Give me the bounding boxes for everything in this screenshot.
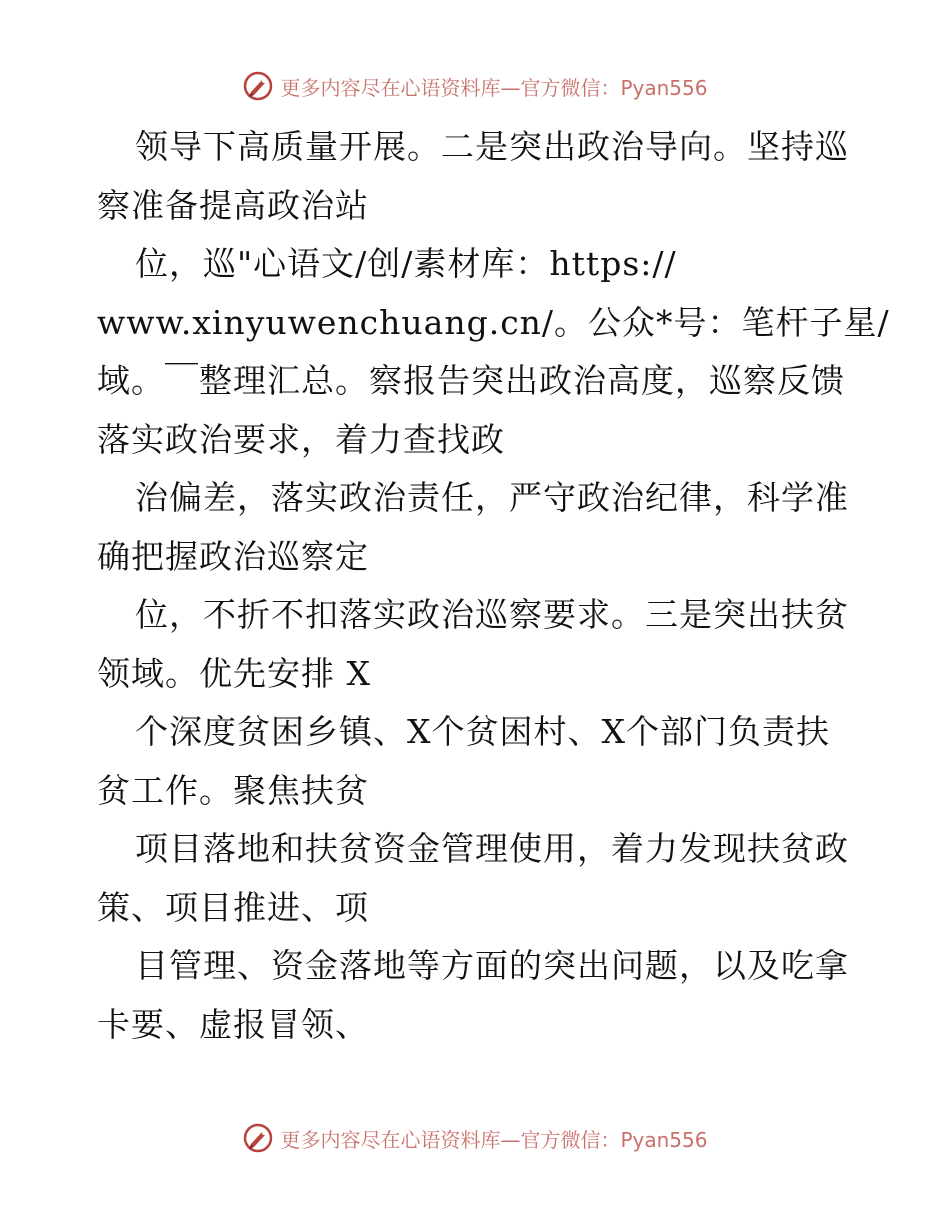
header-banner-inner <box>242 70 707 102</box>
footer-banner <box>0 1122 950 1154</box>
header-banner-text: 更多内容尽在心语资料库—官方微信：Pyan556 <box>280 75 708 100</box>
text-line: 治偏差，落实政治责任，严守政治纪律，科学准 <box>135 478 849 517</box>
document-body <box>97 118 890 1054</box>
footer-banner-inner <box>242 1122 707 1154</box>
text-line: 位，巡"心语文/创/素材库：https:// <box>135 244 677 283</box>
text-line: 卡要、虚报冒领、 <box>97 1004 369 1044</box>
text-line: 位，不折不扣落实政治巡察要求。三是突出扶贫 <box>135 595 849 634</box>
footer-banner-text: 更多内容尽在心语资料库—官方微信：Pyan556 <box>280 1127 708 1152</box>
text-line: 策、项目推进、项 <box>97 887 369 927</box>
text-line: www.xinyuwenchuang.cn/。公众*号：笔杆子星/ <box>97 302 890 342</box>
text-line: 贫工作。聚焦扶贫 <box>97 770 369 810</box>
text-line: 确把握政治巡察定 <box>97 536 369 576</box>
text-line: 领导下高质量开展。二是突出政治导向。坚持巡 <box>135 127 849 166</box>
text-line: 落实政治要求，着力查找政 <box>97 419 505 459</box>
text-line: 个深度贫困乡镇、X个贫困村、X个部门负责扶 <box>135 712 830 751</box>
text-line: 察准备提高政治站 <box>97 185 369 225</box>
pen-logo-icon <box>242 70 274 102</box>
text-line: 目管理、资金落地等方面的突出问题，以及吃拿 <box>135 946 849 985</box>
text-line: 领域。优先安排 X <box>97 653 371 693</box>
header-banner <box>0 70 950 102</box>
text-line: 项目落地和扶贫资金管理使用，着力发现扶贫政 <box>135 829 849 868</box>
pen-logo-icon <box>242 1122 274 1154</box>
text-line: 域。￣整理汇总。察报告突出政治高度，巡察反馈 <box>97 361 845 400</box>
